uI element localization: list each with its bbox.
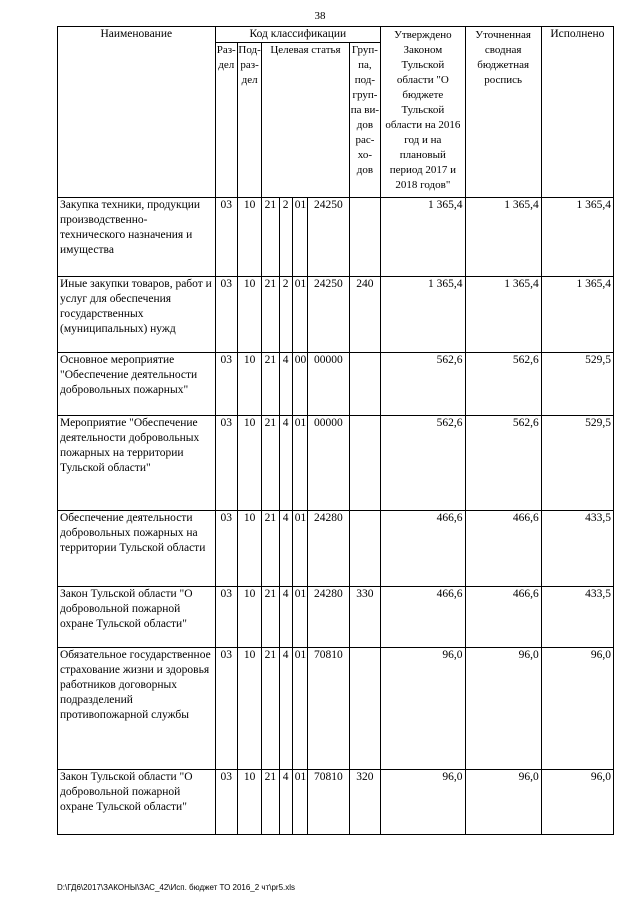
expense-group-cell: 240	[349, 277, 381, 353]
target-article-program-cell: 21	[262, 416, 279, 511]
header-subsection: Под-раз-дел	[237, 43, 261, 198]
expense-group-cell	[349, 511, 381, 587]
expense-group-cell	[349, 353, 381, 416]
revised-amount-cell: 562,6	[465, 353, 541, 416]
subsection-cell: 10	[237, 587, 261, 648]
row-name-cell: Обеспечение деятельности добровольных пожарных на территории Тульской области	[58, 511, 216, 587]
header-section: Раз-дел	[215, 43, 237, 198]
subsection-cell: 10	[237, 198, 261, 277]
header-classification-code: Код классификации	[215, 27, 381, 43]
header-revised: Уточненная сводная бюджетная роспись	[465, 27, 541, 198]
target-article-event-cell: 01	[292, 277, 307, 353]
table-row	[58, 277, 614, 353]
section-cell: 03	[215, 198, 237, 277]
expense-group-cell	[349, 416, 381, 511]
executed-amount-cell: 433,5	[541, 511, 613, 587]
header-approved: Утверждено Законом Тульской области "О бюджете Тульской области на 2016 год и на плановый период 2017 и 2018 годов"	[381, 27, 465, 198]
target-article-event-cell: 01	[292, 198, 307, 277]
executed-amount-cell: 96,0	[541, 648, 613, 770]
revised-amount-cell: 562,6	[465, 416, 541, 511]
subsection-cell: 10	[237, 277, 261, 353]
target-article-subprogram-cell: 4	[279, 416, 292, 511]
table-row	[58, 511, 614, 587]
section-cell: 03	[215, 277, 237, 353]
section-cell: 03	[215, 648, 237, 770]
target-article-direction-cell: 70810	[307, 648, 349, 770]
subsection-cell: 10	[237, 353, 261, 416]
section-cell: 03	[215, 587, 237, 648]
executed-amount-cell: 433,5	[541, 587, 613, 648]
header-name: Наименование	[58, 27, 216, 198]
section-cell: 03	[215, 353, 237, 416]
row-name-cell: Обязательное государственное страхование жизни и здоровья работников договорных подразделений противопожарной службы	[58, 648, 216, 770]
target-article-program-cell: 21	[262, 277, 279, 353]
target-article-event-cell: 01	[292, 587, 307, 648]
subsection-cell: 10	[237, 770, 261, 835]
expense-group-cell	[349, 648, 381, 770]
target-article-subprogram-cell: 2	[279, 198, 292, 277]
executed-amount-cell: 1 365,4	[541, 277, 613, 353]
target-article-event-cell: 01	[292, 770, 307, 835]
target-article-program-cell: 21	[262, 648, 279, 770]
expense-group-cell: 320	[349, 770, 381, 835]
approved-amount-cell: 466,6	[381, 511, 465, 587]
revised-amount-cell: 466,6	[465, 511, 541, 587]
approved-amount-cell: 562,6	[381, 416, 465, 511]
target-article-subprogram-cell: 4	[279, 353, 292, 416]
row-name-cell: Закупка техники, продукции производственно-технического назначения и имущества	[58, 198, 216, 277]
approved-amount-cell: 466,6	[381, 587, 465, 648]
page-number: 38	[314, 10, 326, 22]
target-article-subprogram-cell: 2	[279, 277, 292, 353]
row-name-cell: Мероприятие "Обеспечение деятельности добровольных пожарных на территории Тульской области"	[58, 416, 216, 511]
row-name-cell: Основное мероприятие "Обеспечение деятельности добровольных пожарных"	[58, 353, 216, 416]
revised-amount-cell: 466,6	[465, 587, 541, 648]
target-article-program-cell: 21	[262, 198, 279, 277]
target-article-event-cell: 01	[292, 416, 307, 511]
target-article-event-cell: 00	[292, 353, 307, 416]
target-article-subprogram-cell: 4	[279, 648, 292, 770]
approved-amount-cell: 562,6	[381, 353, 465, 416]
budget-table	[57, 26, 614, 835]
table-row	[58, 648, 614, 770]
table-row	[58, 587, 614, 648]
target-article-event-cell: 01	[292, 511, 307, 587]
header-executed: Исполнено	[541, 27, 613, 198]
revised-amount-cell: 1 365,4	[465, 277, 541, 353]
table-row	[58, 353, 614, 416]
executed-amount-cell: 529,5	[541, 353, 613, 416]
expense-group-cell	[349, 198, 381, 277]
approved-amount-cell: 96,0	[381, 648, 465, 770]
target-article-subprogram-cell: 4	[279, 587, 292, 648]
target-article-event-cell: 01	[292, 648, 307, 770]
subsection-cell: 10	[237, 511, 261, 587]
approved-amount-cell: 1 365,4	[381, 277, 465, 353]
header-expense-group: Груп-па, под-груп-па ви-дов рас-хо-дов	[349, 43, 381, 198]
target-article-direction-cell: 24250	[307, 198, 349, 277]
target-article-direction-cell: 24250	[307, 277, 349, 353]
revised-amount-cell: 1 365,4	[465, 198, 541, 277]
row-name-cell: Закон Тульской области "О добровольной пожарной охране Тульской области"	[58, 587, 216, 648]
target-article-direction-cell: 70810	[307, 770, 349, 835]
executed-amount-cell: 529,5	[541, 416, 613, 511]
section-cell: 03	[215, 416, 237, 511]
file-path-footer: D:\ГД6\2017\ЗАКОНЫ\ЗАС_42\Исп. бюджет ТО 2016_2 чт\pr5.xls	[57, 883, 296, 892]
target-article-direction-cell: 24280	[307, 587, 349, 648]
subsection-cell: 10	[237, 416, 261, 511]
table-row	[58, 416, 614, 511]
executed-amount-cell: 1 365,4	[541, 198, 613, 277]
target-article-direction-cell: 00000	[307, 353, 349, 416]
executed-amount-cell: 96,0	[541, 770, 613, 835]
target-article-program-cell: 21	[262, 587, 279, 648]
target-article-direction-cell: 24280	[307, 511, 349, 587]
target-article-program-cell: 21	[262, 511, 279, 587]
target-article-subprogram-cell: 4	[279, 511, 292, 587]
row-name-cell: Иные закупки товаров, работ и услуг для обеспечения государственных (муниципальных) нужд	[58, 277, 216, 353]
row-name-cell: Закон Тульской области "О добровольной пожарной охране Тульской области"	[58, 770, 216, 835]
approved-amount-cell: 1 365,4	[381, 198, 465, 277]
section-cell: 03	[215, 770, 237, 835]
revised-amount-cell: 96,0	[465, 648, 541, 770]
approved-amount-cell: 96,0	[381, 770, 465, 835]
target-article-direction-cell: 00000	[307, 416, 349, 511]
revised-amount-cell: 96,0	[465, 770, 541, 835]
header-target-article: Целевая статья	[262, 43, 349, 198]
expense-group-cell: 330	[349, 587, 381, 648]
target-article-program-cell: 21	[262, 770, 279, 835]
target-article-subprogram-cell: 4	[279, 770, 292, 835]
table-row	[58, 198, 614, 277]
section-cell: 03	[215, 511, 237, 587]
table-row	[58, 770, 614, 835]
subsection-cell: 10	[237, 648, 261, 770]
target-article-program-cell: 21	[262, 353, 279, 416]
